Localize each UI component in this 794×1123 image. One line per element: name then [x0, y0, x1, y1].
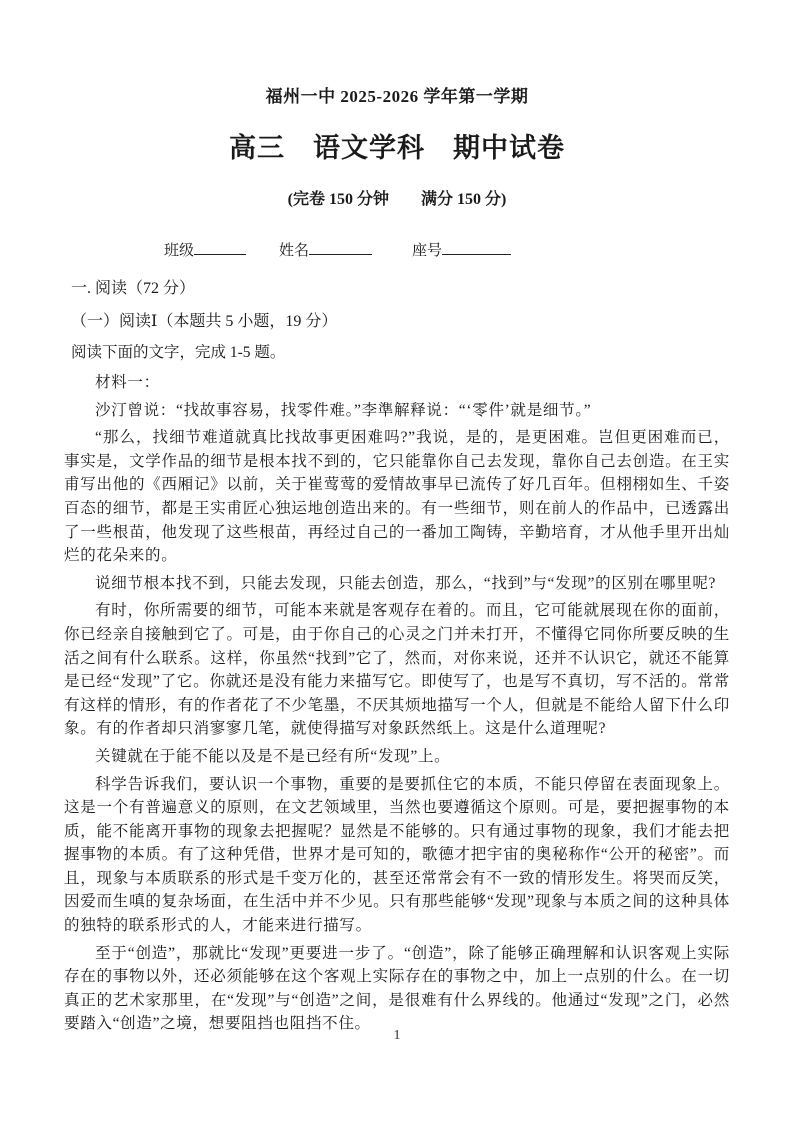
- name-label: 姓名: [279, 243, 310, 259]
- material-paragraph: 关键就在于能不能以及是不是已经有所“发现”上。: [95, 747, 451, 765]
- section-heading-reading: 一. 阅读（72 分）: [71, 280, 196, 297]
- student-info-row: [64, 240, 730, 261]
- material-one-passage: [64, 371, 730, 1036]
- material-paragraph: 说细节根本找不到，只能去发现，只能去创造，那么，“找到”与“发现”的区别在哪里呢?: [95, 574, 717, 592]
- material-paragraph: 有时，你所需要的细节，可能本来就是客观存在着的。而且，它可能就展现在你的面前，你已经亲自接触到它了。可是，由于你自己的心灵之门并未打开，不懂得它同你所要反映的生活之间有什么联系。这样，你虽然“找到”它了，然而，对你来说，还并不认识它，就还不能算是已经“发现”了它。你就还是没有能力来描写它。即使写了，也是写不真切，写不活的。常常有这样的情形，有的作者花了不少笔墨，不厌其烦地描写一个人，但就是不能给人留下什么印象。有的作者却只消寥寥几笔，就使得描写对象跃然纸上。这是什么道理呢?: [64, 602, 730, 738]
- class-label: 班级: [164, 243, 195, 259]
- seat-blank-field[interactable]: [442, 240, 511, 255]
- material-paragraph: 科学告诉我们，要认识一个事物，重要的是要抓住它的本质，不能只停留在表面现象上。这是一个有普遍意义的原则，在文艺领域里，当然也要遵循这个原则。可是，要把握事物的本质，能不能离开事物的现象去把握呢？显然是不能够的。只有通过事物的现象，我们才能去把握事物的本质。有了这种凭借，世界才是可知的，歌德才把宇宙的奥秘称作“公开的秘密”。而且，现象与本质联系的形式是千变万化的，甚至还常常会有不一致的情形发生。将哭而反笑，因爱而生嗔的复杂场面，在生活中并不少见。只有那些能够“发现”现象与本质之间的这种具体的独特的联系形式的人，才能来进行描写。: [64, 775, 730, 935]
- name-blank-field[interactable]: [309, 240, 372, 255]
- reading-instruction: 阅读下面的文字，完成 1-5 题。: [71, 344, 286, 361]
- subsection-heading-reading-1: （一）阅读Ⅰ（本题共 5 小题，19 分）: [71, 313, 338, 330]
- material-paragraph: “那么，找细节难道就真比找故事更困难吗?”我说，是的，是更困难。岂但更困难而已，事实是，文学作品的细节是根本找不到的，它只能靠你自己去发现，靠你自己去创造。在王实甫写出他的《西厢记》以前，关于崔莺莺的爱情故事早已流传了好几百年。但栩栩如生、千姿百态的细节，都是王实甫匠心独运地创造出来的。有一些细节，则在前人的作品中，已透露出了一些根苗，他发现了这些根苗，再经过自己的一番加工陶铸，辛勤培育，才从他手里开出灿烂的花朵来的。: [64, 429, 730, 565]
- material-label: 材料一：: [95, 374, 160, 391]
- class-blank-field[interactable]: [194, 240, 246, 255]
- material-paragraph: 沙汀曾说：“找故事容易，找零件难。”李準解释说：“‘零件’就是细节。”: [95, 401, 592, 419]
- school-term-line: 福州一中 2025-2026 学年第一学期: [265, 87, 529, 106]
- exam-title: 高三 语文学科 期中试卷: [229, 133, 565, 163]
- exam-duration-score-line: (完卷 150 分钟 满分 150 分): [287, 191, 507, 208]
- seat-label: 座号: [412, 243, 443, 259]
- page-number: 1: [393, 1028, 401, 1043]
- material-paragraph: 至于“创造”，那就比“发现”更要进一步了。“创造”，除了能够正确理解和认识客观上实际存在的事物以外，还必须能够在这个客观上实际存在的事物之中，加上一点别的什么。在一切真正的艺术家那里，在“发现”与“创造”之间，是很难有什么界线的。他通过“发现”之门，必然要踏入“创造”之境，想要阻挡也阻挡不住。: [64, 944, 730, 1033]
